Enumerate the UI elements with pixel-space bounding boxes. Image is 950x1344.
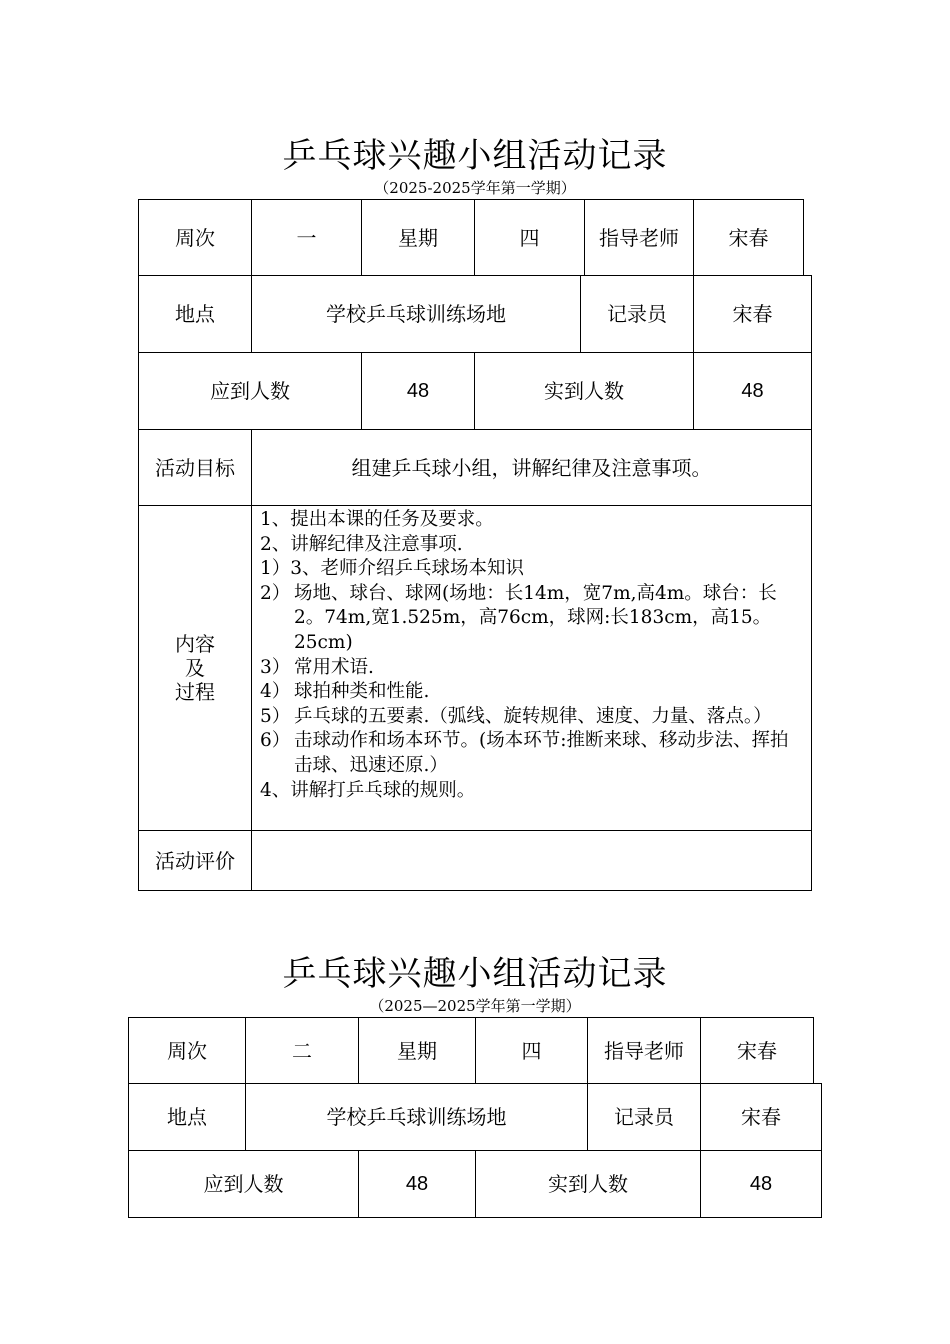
content-item — [260, 729, 803, 778]
record1-content-label-line2: 及 — [185, 656, 205, 680]
record1-weekday-label: 星期 — [361, 199, 475, 276]
record1-recorder-label: 记录员 — [580, 275, 694, 353]
content-item-text: 场地、球台、球网(场地：长14m，宽7m,高4m。球台：长2。74m,宽1.525m，高76cm，球网:长183cm，高15。25cm) — [294, 582, 777, 653]
content-line: 1、提出本课的任务及要求。 — [260, 509, 494, 530]
content-item — [260, 680, 803, 705]
content-item — [260, 656, 803, 681]
record1-evaluation-label: 活动评价 — [138, 830, 252, 891]
record2-weekday-value: 四 — [475, 1017, 588, 1084]
record2-expected-label: 应到人数 — [128, 1150, 359, 1218]
record2-recorder-value: 宋春 — [700, 1083, 822, 1151]
record2-actual-value: 48 — [700, 1150, 822, 1218]
record2-weekday-label: 星期 — [358, 1017, 476, 1084]
record2-location-value: 学校乒乓球训练场地 — [245, 1083, 588, 1151]
record1-expected-value: 48 — [361, 352, 475, 430]
content-item-marker: 3） — [260, 656, 291, 678]
record1-weekday-value: 四 — [474, 199, 585, 276]
record2-subtitle: （2025—2025学年第一学期） — [369, 997, 581, 1015]
record1-teacher-value: 宋春 — [693, 199, 804, 276]
record1-content-body — [251, 505, 812, 831]
content-item — [260, 582, 803, 656]
content-item — [260, 705, 803, 730]
record1-location-value: 学校乒乓球训练场地 — [251, 275, 581, 353]
record1-actual-value: 48 — [693, 352, 812, 430]
record1-subtitle: （2025-2025学年第一学期） — [374, 179, 576, 197]
record2-teacher-label: 指导老师 — [587, 1017, 701, 1084]
content-item-marker: 5） — [260, 705, 291, 727]
record2-expected-value: 48 — [358, 1150, 476, 1218]
content-item-text: 击球动作和场本环节。(场本环节:推断来球、移动步法、挥拍击球、迅速还原.） — [294, 730, 789, 776]
record1-teacher-label: 指导老师 — [584, 199, 694, 276]
content-item-text: 乒乓球的五要素.（弧线、旋转规律、速度、力量、落点。） — [294, 705, 772, 727]
record2-title: 乒乓球兴趣小组活动记录 — [282, 954, 668, 994]
record1-goal-label: 活动目标 — [138, 429, 252, 506]
content-item-marker: 6） — [260, 730, 291, 752]
record2-location-label: 地点 — [128, 1083, 246, 1151]
record2-recorder-label: 记录员 — [587, 1083, 701, 1151]
content-item-text: 球拍种类和性能. — [294, 681, 430, 703]
record1-location-label: 地点 — [138, 275, 252, 353]
record2-week-label: 周次 — [128, 1017, 246, 1084]
record1-week-label: 周次 — [138, 199, 252, 276]
content-item-text: 常用术语. — [294, 656, 374, 678]
record1-title: 乒乓球兴趣小组活动记录 — [282, 136, 668, 176]
record1-content-label-line1: 内容 — [175, 632, 215, 656]
record1-evaluation-value — [251, 830, 812, 891]
record1-week-value: 一 — [251, 199, 362, 276]
record2-teacher-value: 宋春 — [700, 1017, 814, 1084]
record2-actual-label: 实到人数 — [475, 1150, 701, 1218]
record1-goal-value: 组建乒乓球小组，讲解纪律及注意事项。 — [251, 429, 812, 506]
record2-week-value: 二 — [245, 1017, 359, 1084]
content-line: 1）3、老师介绍乒乓球场本知识 — [260, 558, 525, 580]
record1-actual-label: 实到人数 — [474, 352, 694, 430]
record1-recorder-value: 宋春 — [693, 275, 812, 353]
record1-content-label — [138, 505, 252, 831]
content-item-marker: 2） — [260, 582, 291, 604]
content-item-marker: 4） — [260, 681, 291, 703]
content-line: 2、讲解纪律及注意事项. — [260, 533, 463, 555]
content-line: 4、讲解打乒乓球的规则。 — [260, 779, 476, 801]
record1-expected-label: 应到人数 — [138, 352, 362, 430]
record1-content-label-line3: 过程 — [175, 680, 215, 704]
